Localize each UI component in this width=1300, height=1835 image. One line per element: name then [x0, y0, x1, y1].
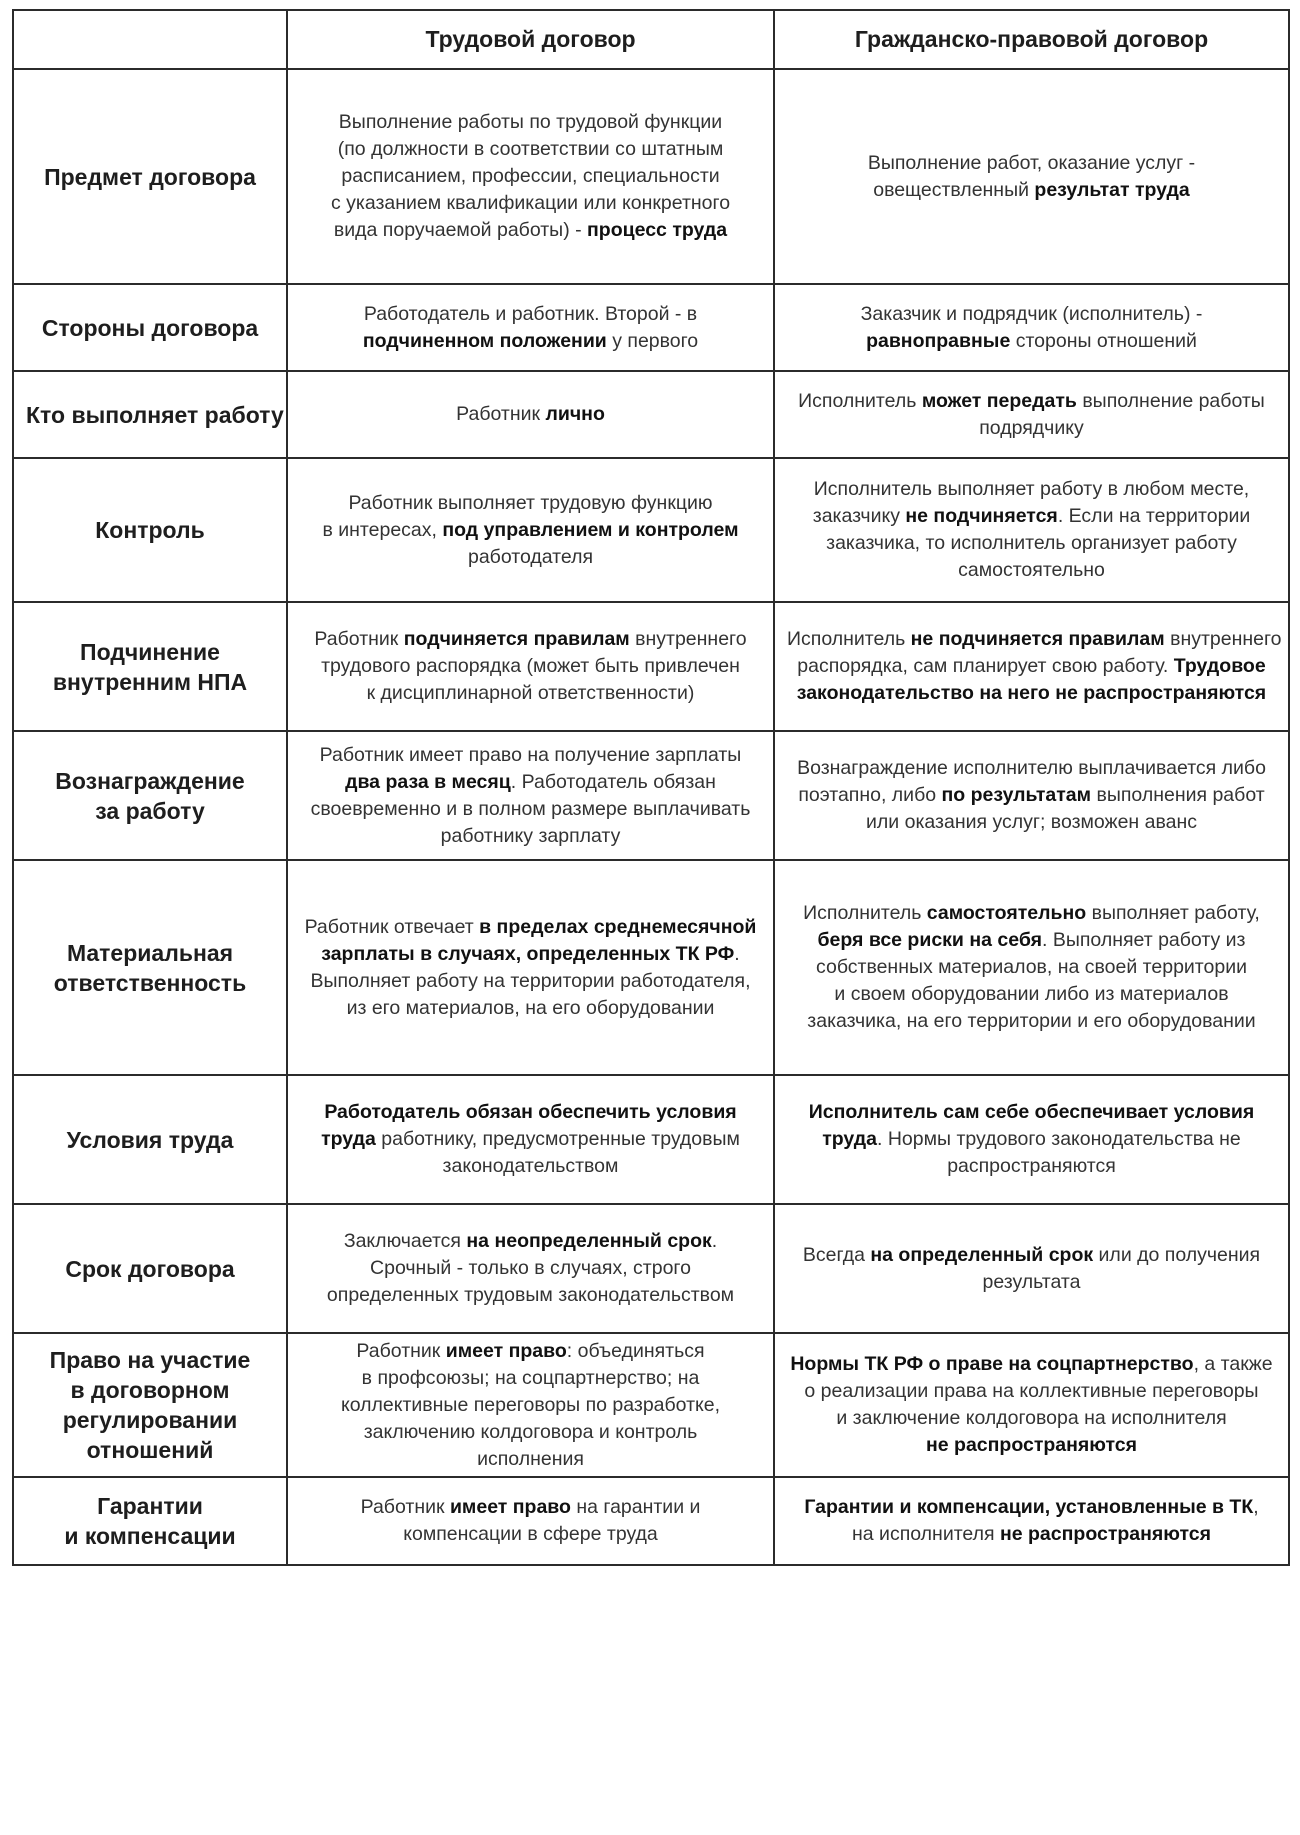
text-segment: самостоятельно — [958, 559, 1105, 581]
text-segment: Исполнитель — [803, 902, 927, 924]
text-segment: стороны отношений — [1010, 329, 1197, 352]
bold-text: на определенный срок — [870, 1243, 1094, 1266]
cell-line — [787, 653, 1276, 680]
cell-line — [300, 1282, 761, 1309]
labor-contract-cell — [287, 602, 774, 731]
bold-text: не подчиняется — [905, 505, 1058, 527]
text-segment: , а также — [1193, 1353, 1273, 1375]
labor-contract-cell — [287, 1204, 774, 1333]
civil-contract-cell — [774, 284, 1289, 371]
cell-line — [300, 769, 761, 796]
text-segment: в профсоюзы; на соцпартнерство; на — [361, 1366, 700, 1389]
text-segment: Работодатель и работник. Второй - в — [363, 302, 698, 325]
row-label-line: отношений — [86, 1437, 214, 1463]
text-segment: работнику, предусмотренные трудовым — [375, 1128, 740, 1150]
text-segment: исполнения — [477, 1447, 584, 1470]
row-label-line: в договорном — [70, 1377, 230, 1403]
cell-line — [787, 954, 1276, 981]
text-segment: коллективные переговоры по разработке, — [340, 1393, 721, 1416]
text-segment: Исполнитель — [798, 389, 922, 412]
bold-text: не подчиняется правилам — [910, 628, 1165, 650]
cell-line — [787, 1008, 1276, 1035]
cell-line — [300, 680, 761, 707]
cell-line — [787, 680, 1276, 707]
text-segment: в интересах, — [322, 518, 443, 541]
bold-text: беря все риски на себя — [817, 929, 1042, 951]
cell-line — [300, 941, 761, 968]
text-segment: заказчика, то исполнитель организует работу — [826, 532, 1237, 554]
row-label — [13, 1333, 287, 1477]
table-row — [13, 1333, 1289, 1477]
cell-line — [787, 900, 1276, 927]
cell-line — [300, 626, 761, 653]
civil-contract-cell — [774, 1477, 1289, 1565]
cell-line — [300, 914, 761, 941]
table-row — [13, 860, 1289, 1075]
header-labor-contract: Трудовой договор — [287, 10, 774, 69]
text-segment: выполнение работы — [1076, 389, 1265, 412]
bold-text: лично — [545, 403, 605, 425]
civil-contract-cell — [774, 602, 1289, 731]
header-civil-contract: Гражданско-правовой договор — [774, 10, 1289, 69]
cell-line — [787, 1494, 1276, 1521]
text-segment: заказчику — [812, 505, 906, 527]
cell-line — [787, 415, 1276, 442]
cell-line — [300, 1126, 761, 1153]
cell-line — [300, 190, 761, 217]
cell-line — [787, 1405, 1276, 1432]
labor-contract-cell — [287, 860, 774, 1075]
row-label-line: за работу — [95, 797, 205, 824]
cell-line — [787, 755, 1276, 782]
labor-contract-cell — [287, 69, 774, 284]
bold-text: Нормы ТК РФ о праве на соцпартнерство — [790, 1353, 1194, 1375]
labor-contract-cell — [287, 284, 774, 371]
row-label — [13, 602, 287, 731]
cell-line — [300, 517, 761, 544]
civil-contract-cell — [774, 458, 1289, 602]
bold-text: не распространяются — [926, 1434, 1137, 1456]
cell-line — [787, 782, 1276, 809]
table-body — [13, 69, 1289, 1565]
text-segment: Вознаграждение исполнителю выплачивается либо — [797, 757, 1266, 779]
text-segment: о реализации права на коллективные переговоры — [804, 1380, 1259, 1402]
cell-line — [787, 1099, 1276, 1126]
bold-text: Работодатель обязан обеспечить условия — [324, 1101, 737, 1123]
cell-line — [300, 544, 761, 571]
bold-text: Гарантии и компенсации, установленные в ТК — [804, 1496, 1254, 1518]
cell-line — [787, 150, 1276, 177]
row-label-line: Контроль — [95, 517, 205, 543]
cell-line — [787, 1432, 1276, 1459]
row-label — [13, 458, 287, 602]
row-label-line: регулировании — [62, 1407, 238, 1433]
cell-line — [300, 328, 761, 355]
bold-text: не распространяются — [999, 1523, 1211, 1545]
text-segment: выполнения работ — [1091, 784, 1265, 806]
cell-line — [300, 1446, 761, 1473]
header-row — [13, 10, 1289, 69]
text-segment: на гарантии и — [570, 1496, 701, 1518]
bold-text: имеет право — [445, 1339, 567, 1362]
bold-text: два раза в месяц — [345, 770, 511, 793]
text-segment: Заключается — [343, 1230, 467, 1252]
bold-text: имеет право — [449, 1496, 571, 1518]
text-segment: Работник выполняет трудовую функцию — [348, 491, 713, 514]
text-segment: Работник — [360, 1496, 450, 1518]
table-row — [13, 458, 1289, 602]
text-segment: к дисциплинарной ответственности) — [366, 682, 695, 704]
text-segment: Работник — [456, 403, 546, 425]
cell-line — [300, 1392, 761, 1419]
header-corner-cell — [13, 10, 287, 69]
cell-line — [300, 1521, 761, 1548]
text-segment: Заказчик и подрядчик (исполнитель) - — [860, 302, 1203, 325]
text-segment: работнику зарплату — [440, 824, 621, 847]
table-row — [13, 371, 1289, 458]
text-segment: или до получения — [1093, 1243, 1261, 1266]
cell-line — [300, 1153, 761, 1180]
text-segment: Работник имеет право на получение зарплаты — [319, 743, 742, 766]
text-segment: или оказания услуг; возможен аванс — [866, 811, 1197, 833]
bold-text: Исполнитель сам себе обеспечивает условия — [808, 1101, 1255, 1123]
bold-text: результат труда — [1034, 178, 1190, 201]
cell-line — [787, 809, 1276, 836]
cell-line — [300, 301, 761, 328]
text-segment: трудового распорядка (может быть привлечен — [321, 655, 740, 677]
row-label — [13, 1477, 287, 1565]
text-segment: на исполнителя — [852, 1523, 1000, 1545]
civil-contract-cell — [774, 1333, 1289, 1477]
row-label-line: внутренним НПА — [52, 668, 248, 695]
cell-line — [787, 1153, 1276, 1180]
comparison-table — [12, 9, 1290, 1566]
text-segment: подрядчику — [979, 416, 1084, 439]
text-segment: . Если на территории — [1057, 505, 1251, 527]
text-segment: результата — [982, 1270, 1081, 1293]
row-label — [13, 1075, 287, 1204]
text-segment: . Работодатель обязан — [510, 770, 716, 793]
cell-line — [787, 476, 1276, 503]
text-segment: расписанием, профессии, специальности — [341, 165, 720, 187]
bold-text: Трудовое — [1173, 655, 1266, 677]
labor-contract-cell — [287, 731, 774, 860]
bold-text: труда — [321, 1128, 376, 1150]
cell-line — [787, 530, 1276, 557]
text-segment: компенсации в сфере труда — [403, 1523, 658, 1545]
cell-line — [300, 217, 761, 244]
cell-line — [787, 1126, 1276, 1153]
text-segment: . Нормы трудового законодательства не — [877, 1128, 1241, 1150]
text-segment: овеществленный — [873, 178, 1035, 201]
civil-contract-cell — [774, 371, 1289, 458]
table-row — [13, 69, 1289, 284]
cell-line — [300, 1255, 761, 1282]
cell-line — [300, 1494, 761, 1521]
cell-line — [300, 968, 761, 995]
row-label — [13, 731, 287, 860]
cell-line — [787, 328, 1276, 355]
row-label-line: Материальная — [66, 939, 234, 966]
text-segment: Исполнитель выполняет работу в любом месте, — [813, 478, 1250, 500]
row-label-line: Подчинение — [80, 638, 220, 665]
text-segment: законодательством — [442, 1155, 619, 1177]
row-label — [13, 371, 287, 458]
table-row — [13, 731, 1289, 860]
cell-line — [300, 1099, 761, 1126]
civil-contract-cell — [774, 860, 1289, 1075]
cell-line — [787, 1269, 1276, 1296]
cell-line — [300, 1419, 761, 1446]
table-row — [13, 284, 1289, 371]
row-label-line: Гарантии — [97, 1493, 203, 1519]
cell-line — [300, 109, 761, 136]
bold-text: на неопределенный срок — [466, 1230, 712, 1252]
bold-text: по результатам — [941, 784, 1092, 806]
cell-line — [787, 1351, 1276, 1378]
text-segment: с указанием квалификации или конкретного — [330, 192, 731, 214]
cell-line — [300, 995, 761, 1022]
bold-text: под управлением и контролем — [442, 518, 739, 541]
cell-line — [787, 301, 1276, 328]
labor-contract-cell — [287, 371, 774, 458]
cell-line — [787, 557, 1276, 584]
cell-line — [300, 163, 761, 190]
table-row — [13, 602, 1289, 731]
civil-contract-cell — [774, 1075, 1289, 1204]
text-segment: распространяются — [947, 1155, 1116, 1177]
labor-contract-cell — [287, 1075, 774, 1204]
text-segment: внутреннего — [629, 628, 747, 650]
cell-line — [300, 1338, 761, 1365]
cell-line — [300, 742, 761, 769]
bold-text: подчиняется правилам — [403, 628, 630, 650]
text-segment: распорядка, сам планирует свою работу. — [797, 655, 1174, 677]
text-segment: . — [734, 942, 740, 965]
text-segment: . Выполняет работу из — [1041, 929, 1246, 951]
bold-text: законодательство на него не распространяются — [796, 682, 1267, 704]
cell-line — [787, 981, 1276, 1008]
text-segment: Всегда — [802, 1243, 871, 1266]
table-row — [13, 1075, 1289, 1204]
cell-line — [300, 401, 761, 428]
bold-text: труда — [822, 1128, 877, 1150]
row-label-line: Кто выполняет работу — [26, 401, 284, 428]
bold-text: в пределах среднемесячной — [479, 915, 757, 938]
text-segment: из его материалов, на его оборудовании — [346, 996, 715, 1019]
bold-text: подчиненном положении — [362, 329, 607, 352]
row-label — [13, 1204, 287, 1333]
bold-text: равноправные — [866, 329, 1011, 352]
cell-line — [787, 927, 1276, 954]
civil-contract-cell — [774, 69, 1289, 284]
row-label-line: ответственность — [53, 969, 247, 996]
row-label-line: Стороны договора — [41, 314, 259, 341]
cell-line — [300, 653, 761, 680]
cell-line — [787, 177, 1276, 204]
text-segment: , — [1253, 1496, 1259, 1518]
row-label — [13, 284, 287, 371]
bold-text: зарплаты в случаях, определенных ТК РФ — [321, 942, 735, 965]
text-segment: Выполнение работы по трудовой функции — [338, 111, 723, 133]
bold-text: процесс труда — [587, 219, 728, 241]
text-segment: Выполняет работу на территории работодателя, — [310, 969, 751, 992]
text-segment: : объединяться — [566, 1339, 705, 1362]
text-segment: вида поручаемой работы) - — [333, 219, 588, 241]
text-segment: Работник отвечает — [304, 915, 480, 938]
cell-line — [787, 1242, 1276, 1269]
row-label-line: Предмет договора — [44, 163, 256, 190]
text-segment: Срочный - только в случаях, строго — [370, 1257, 691, 1279]
cell-line — [300, 1228, 761, 1255]
text-segment: поэтапно, либо — [798, 784, 942, 806]
text-segment: Работник — [314, 628, 404, 650]
row-label-line: и компенсации — [64, 1523, 236, 1549]
cell-line — [300, 823, 761, 850]
cell-line — [787, 1378, 1276, 1405]
text-segment: внутреннего — [1164, 628, 1282, 650]
row-label-line: Срок договора — [65, 1255, 235, 1282]
cell-line — [300, 136, 761, 163]
text-segment: работодателя — [467, 545, 594, 568]
text-segment: собственных материалов, на своей территории — [816, 956, 1247, 978]
row-label-line: Условия труда — [66, 1126, 234, 1153]
table-row — [13, 1477, 1289, 1565]
text-segment: у первого — [606, 329, 699, 352]
text-segment: заказчика, на его территории и его оборудовании — [807, 1010, 1256, 1032]
labor-contract-cell — [287, 458, 774, 602]
cell-line — [300, 1365, 761, 1392]
row-label — [13, 69, 287, 284]
bold-text: самостоятельно — [926, 902, 1087, 924]
cell-line — [300, 490, 761, 517]
cell-line — [787, 503, 1276, 530]
table-row — [13, 1204, 1289, 1333]
civil-contract-cell — [774, 731, 1289, 860]
text-segment: и своем оборудовании либо из материалов — [834, 983, 1229, 1005]
cell-line — [787, 388, 1276, 415]
row-label-line: Вознаграждение — [55, 767, 245, 794]
cell-line — [300, 796, 761, 823]
text-segment: (по должности в соответствии со штатным — [337, 138, 724, 160]
text-segment: и заключение колдоговора на исполнителя — [836, 1407, 1227, 1429]
row-label — [13, 860, 287, 1075]
text-segment: определенных трудовым законодательством — [326, 1284, 735, 1306]
labor-contract-cell — [287, 1477, 774, 1565]
text-segment: Работник — [356, 1339, 446, 1362]
labor-contract-cell — [287, 1333, 774, 1477]
text-segment: Выполнение работ, оказание услуг - — [867, 151, 1196, 174]
cell-line — [787, 626, 1282, 653]
civil-contract-cell — [774, 1204, 1289, 1333]
text-segment: . — [711, 1230, 718, 1252]
cell-line — [787, 1521, 1276, 1548]
bold-text: может передать — [921, 389, 1077, 412]
text-segment: своевременно и в полном размере выплачивать — [310, 797, 751, 820]
text-segment: Исполнитель — [787, 628, 911, 650]
row-label-line: Право на участие — [49, 1347, 251, 1373]
text-segment: выполняет работу, — [1086, 902, 1260, 924]
text-segment: заключению колдоговора и контроль — [363, 1420, 698, 1443]
